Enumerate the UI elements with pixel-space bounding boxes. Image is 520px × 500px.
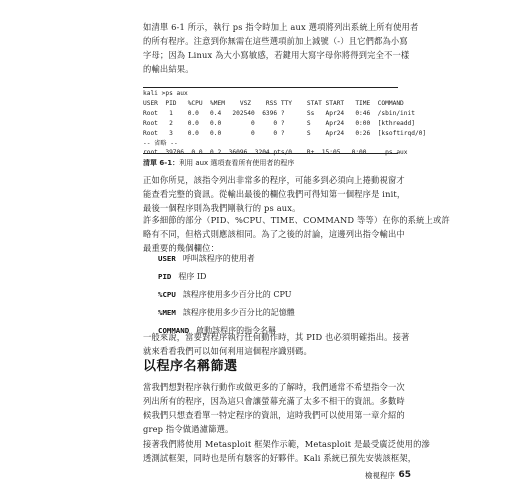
definition-item-pid	[158, 267, 295, 285]
text-line: 的輸出結果。	[143, 64, 194, 74]
text-line: 接著我們將使用 Metasploit 框架作示範，Metasploit 是最受廣泛使用的滲	[143, 439, 430, 449]
text-line: 字母；因為 Linux 為大小寫敏感，若鍵用大寫字母你將得到完全不一樣	[143, 50, 410, 60]
definition-desc: 程序 ID	[178, 271, 207, 281]
text-line: 最後一個程序則為我們剛執行的 ps aux。	[143, 203, 301, 213]
definition-term: %CPU	[158, 289, 176, 299]
paragraph-metasploit	[143, 437, 430, 465]
page-footer	[365, 468, 411, 482]
text-line: 正如你所見，該指令列出非常多的程序，可能多到必須向上捲動視窗才	[143, 175, 405, 185]
column-definition-list	[158, 249, 295, 339]
definition-term: PID	[158, 271, 172, 281]
definition-term: COMMAND	[158, 325, 190, 335]
text-line: 就來看看我們可以如何利用這個程序識別碼。	[143, 346, 312, 356]
definition-desc: 啟動該程序的指令名稱	[196, 325, 277, 335]
text-line: 列出所有的程序，因為這只會讓螢幕充滿了太多不相干的資訊。多數時	[143, 396, 405, 406]
text-line: 最重要的幾個欄位：	[143, 243, 220, 253]
code-line: USER PID %CPU %MEM VSZ RSS TTY STAT START TIME COMMAND	[143, 99, 404, 107]
text-line: 當我們想對程序執行動作或做更多的了解時，我們通常不希望指令一次	[143, 382, 405, 392]
caption-text: 利用 aux 選項查看所有使用者的程序	[179, 159, 295, 167]
definition-item-cpu	[158, 285, 295, 303]
caption-number: 清單 6-1：	[143, 159, 180, 167]
page-number: 65	[398, 470, 411, 480]
text-line: 的所有程序。注意到你無需在這些選項前加上減號（-）且它們都為小寫	[143, 36, 408, 46]
definition-item-user	[158, 249, 295, 267]
code-line: Root 2 0.0 0.0 0 0 ? S Apr24 0:00 [kthreadd]	[143, 119, 415, 127]
definition-item-mem	[158, 303, 295, 321]
running-footer-title: 檢視程序	[365, 470, 395, 480]
definition-term: %MEM	[158, 307, 176, 317]
text-line: 如清單 6-1 所示，執行 ps 指令時加上 aux 選項將列出系統上所有使用者	[143, 22, 419, 32]
paragraph-pid-note	[143, 330, 410, 358]
listing-caption	[143, 158, 294, 168]
text-line: 能查看完整的資訊。從輸出最後的欄位我們可得知第一個程序是 init，	[143, 189, 406, 199]
code-listing	[143, 87, 427, 157]
paragraph-output-explanation	[143, 173, 405, 215]
definition-desc: 該程序使用多少百分比的 CPU	[182, 289, 292, 299]
text-line: 一般來說，當要對程序執行任何動作時，其 PID 也必須明確指出。接著	[143, 332, 410, 342]
code-line: kali >ps aux	[143, 90, 188, 97]
text-line: 透測試框架，同時也是所有駭客的好夥伴。Kali 系統已預先安裝該框架，	[143, 453, 417, 463]
code-line: Root 1 0.0 0.4 202540 6396 ? Ss Apr24 0:46 /sbin/init	[143, 109, 415, 117]
text-line: 候我們只想查看單一特定程序的資訊，這時我們可以使用第一章介紹的	[143, 410, 405, 420]
definition-desc: 該程序使用多少百分比的記憶體	[182, 307, 295, 317]
text-line: 許多細節的部分（PID、%CPU、TIME、COMMAND 等等）在你的系統上或許	[143, 215, 450, 225]
intro-paragraph	[143, 20, 419, 76]
code-line: -- 省略 --	[143, 139, 178, 147]
code-line: Root 3 0.0 0.0 0 0 ? S Apr24 0:26 [ksoftirqd/0]	[143, 129, 427, 137]
text-line: 略有不同，但格式則應該相同。為了之後的討論，這邊列出指令輸出中	[143, 229, 405, 239]
text-line: grep 指令做過濾篩選。	[143, 424, 234, 434]
paragraph-filter-intro	[143, 380, 405, 436]
definition-desc: 呼叫該程序的使用者	[182, 253, 255, 263]
definition-term: USER	[158, 253, 176, 263]
section-heading: 以程序名稱篩選	[143, 359, 238, 374]
code-line: root 39706 0.0 0.2 36096 3204 pts/0 R+ 15:05 0:00 ps aux	[143, 149, 408, 157]
